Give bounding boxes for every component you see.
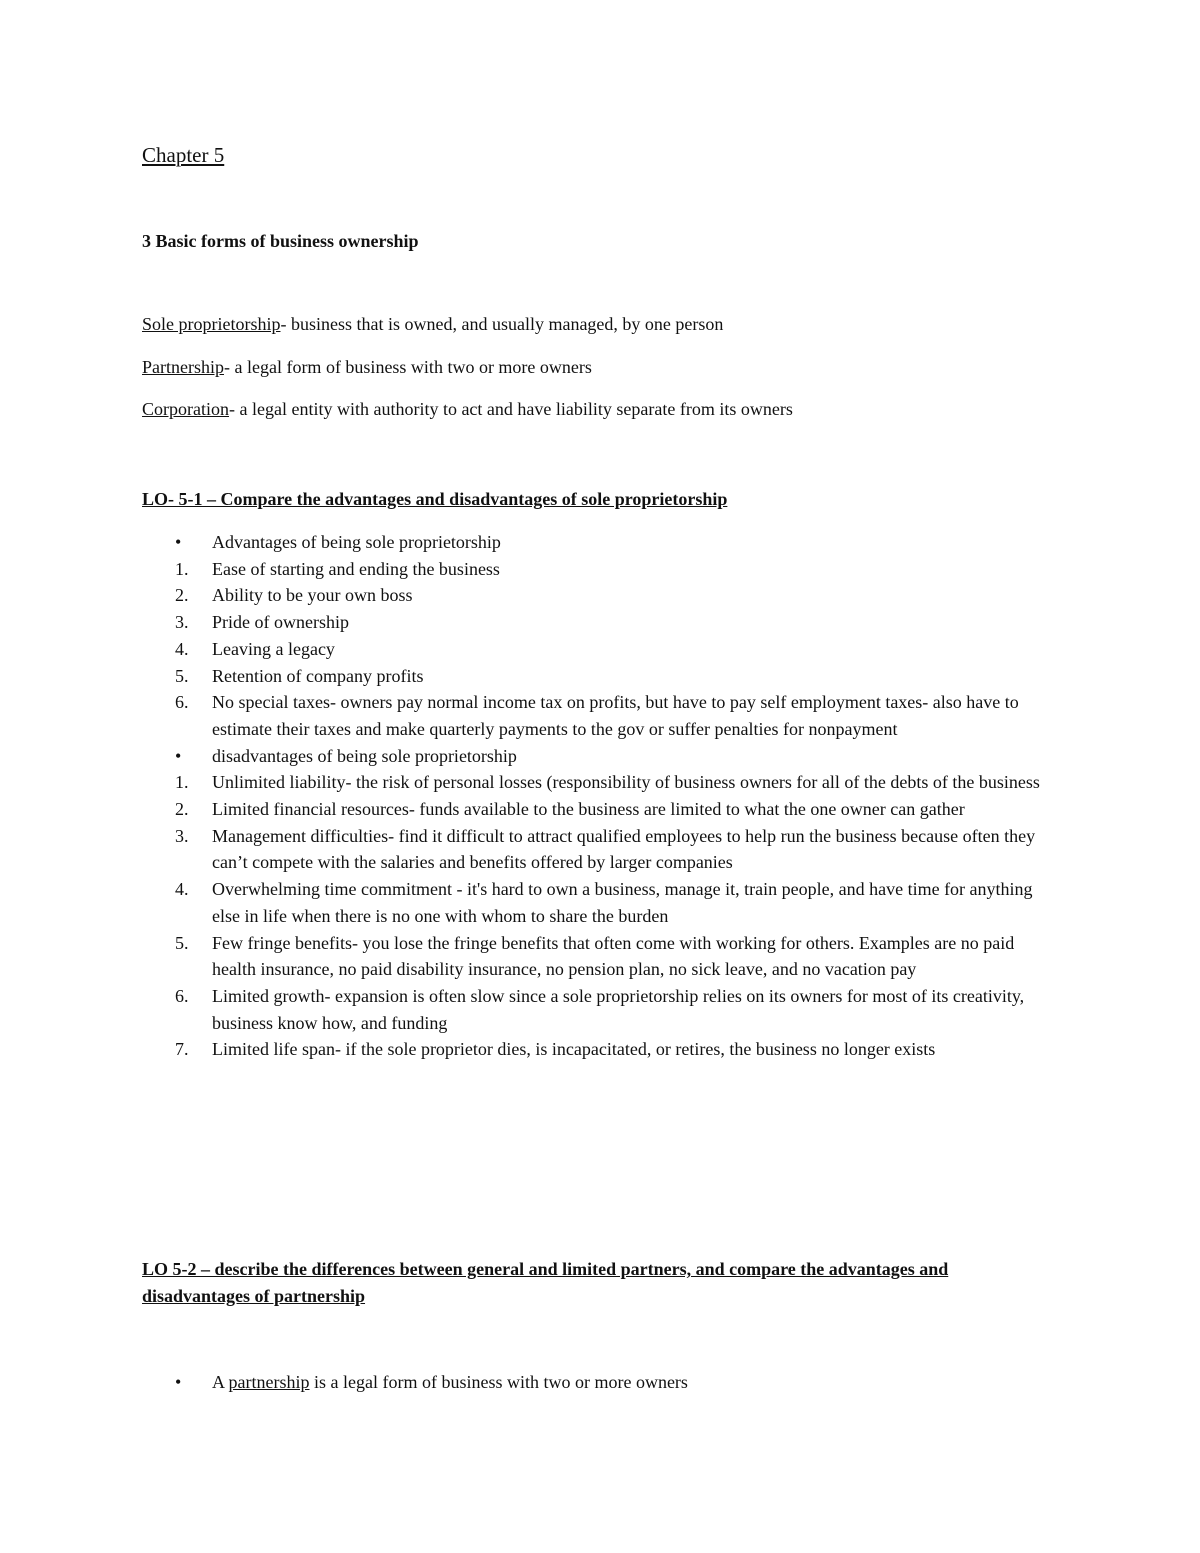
partnership-term: partnership [228,1372,310,1392]
sole-proprietorship-list [142,529,1062,1063]
section-lo-5-2-heading: LO 5-2 – describe the differences between general and limited partners, and compare the advantages and disadvantages of partnership [142,1259,949,1306]
section-lo-5-1-heading: LO- 5-1 – Compare the advantages and disadvantages of sole proprietorship [142,489,728,509]
definition-term: Sole proprietorship [142,314,281,334]
list-item: 2. Limited financial resources- funds available to the business are limited to what the one owner can gather [175,799,965,820]
bullet-icon: • [175,1372,182,1392]
definition-text: - business that is owned, and usually managed, by one person [280,314,724,334]
definition-sole-proprietorship [142,314,723,335]
list-item: 4. Leaving a legacy [175,638,335,659]
definition-corporation [142,399,793,420]
list-item: 3. Pride of ownership [175,612,349,633]
list-item: • A partnership is a legal form of business with two or more owners [142,1369,1062,1396]
definition-text: - a legal entity with authority to act and have liability separate from its owners [229,399,793,419]
bullet-icon: • [175,745,182,766]
forms-subhead: 3 Basic forms of business ownership [142,231,419,251]
definition-term: Partnership [142,357,224,377]
partnership-list [142,1369,1062,1396]
list-item: 1. Ease of starting and ending the business [175,558,500,579]
list-item: 3. Management difficulties- find it difficult to attract qualified employees to help run the business because often they can’t compete with the salaries and benefits offered by larger companies [175,825,1036,873]
list-item: • disadvantages of being sole proprietorship [142,743,1062,770]
bullet-icon: • [175,532,182,552]
definition-partnership [142,357,592,378]
list-item: 5. Retention of company profits [175,665,424,686]
list-item: 7. Limited life span- if the sole proprietor dies, is incapacitated, or retires, the business no longer exists [175,1039,936,1060]
definition-text: - a legal form of business with two or more owners [223,357,592,377]
list-item: 6. Limited growth- expansion is often slow since a sole proprietorship relies on its owners for most of its creativity, business know how, and funding [175,985,1025,1033]
list-item: 1. Unlimited liability- the risk of personal losses (responsibility of business owners for all of the debts of the business [175,772,1040,793]
list-item: 6. No special taxes- owners pay normal income tax on profits, but have to pay self employment taxes- also have to estimate their taxes and make quarterly payments to the gov or suffer penalties for nonpayment [175,692,1019,739]
list-item: 5. Few fringe benefits- you lose the fringe benefits that often come with working for others. Examples are no paid health insurance, no paid disability insurance, no pension plan, no sick leave, and no vacation pay [175,932,1015,980]
list-item: • Advantages of being sole proprietorship [142,529,1062,556]
list-item: 4. Overwhelming time commitment - it's hard to own a business, manage it, train people, and have time for anything else in life when there is no one with whom to share the burden [175,879,1033,926]
list-item: 2. Ability to be your own boss [175,585,413,606]
chapter-title: Chapter 5 [142,143,225,167]
definition-term: Corporation [142,399,229,419]
